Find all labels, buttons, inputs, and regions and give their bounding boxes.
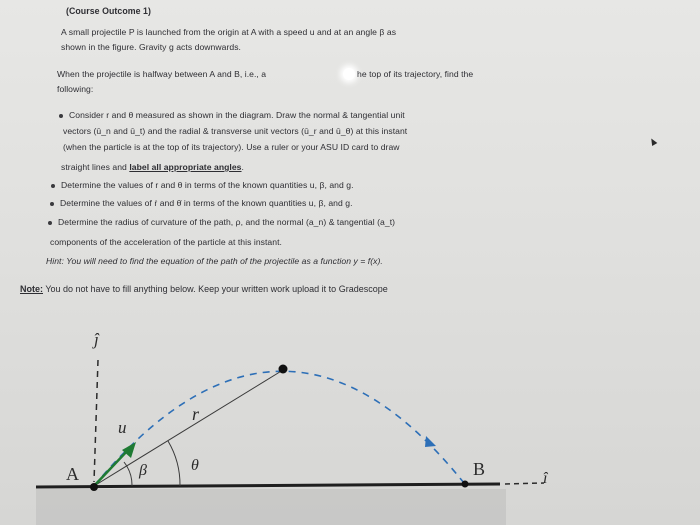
- hint-text: You will need to find the equation of the path of the projectile as a function y = f(x).: [63, 256, 383, 266]
- bullet1-line-2: vectors (ū_n and ū_t) and the radial & transverse unit vectors (ū_r and ū_θ) at this instant: [63, 126, 408, 136]
- bullet3-text: Determine the values of ṙ and θ̇ in terms of the known quantities u, β, and g.: [60, 198, 353, 208]
- apex-point-dot: [279, 365, 288, 374]
- trajectory-arrowhead: [425, 436, 436, 447]
- hint-label: Hint:: [46, 256, 64, 266]
- theta-angle-arc: [168, 441, 180, 486]
- bullet1-line-4a: straight lines and: [61, 162, 130, 172]
- j-axis-dashed: [94, 360, 98, 482]
- problem-intro-line-1: A small projectile P is launched from the origin at A with a speed u and at an angle β as: [61, 27, 397, 37]
- note-text: You do not have to fill anything below. Keep your written work upload it to Gradescope: [43, 284, 388, 294]
- bullet1-line-3: (when the particle is at the top of its trajectory). Use a ruler or your ASU ID card to draw: [63, 142, 400, 152]
- label-r: r: [192, 404, 200, 424]
- label-beta: β: [139, 462, 147, 479]
- label-u: u: [118, 418, 127, 437]
- problem-intro-line-2: shown in the figure. Gravity g acts downwards.: [61, 42, 241, 52]
- label-theta: θ: [191, 457, 199, 474]
- note-label: Note:: [20, 284, 43, 294]
- i-axis-dashed: [505, 483, 544, 484]
- point-a-dot: [90, 483, 98, 491]
- label-a: A: [66, 464, 79, 484]
- halfway-line-1b: he top of its trajectory, find the: [357, 69, 474, 79]
- halfway-line-2: following:: [57, 84, 94, 94]
- bullet1-line-4c: .: [241, 162, 244, 172]
- bullet1-line-1: Consider r and θ measured as shown in the diagram. Draw the normal & tangential unit: [69, 110, 405, 120]
- course-outcome-header: (Course Outcome 1): [66, 6, 151, 16]
- ground-shade: [36, 489, 506, 525]
- bullet4-line-2: components of the acceleration of the particle at this instant.: [50, 237, 282, 247]
- label-b: B: [473, 459, 486, 479]
- ground-line: [36, 484, 500, 487]
- label-j: ĵ: [94, 330, 99, 349]
- label-i: î: [543, 470, 548, 487]
- bullet1-emphasis: label all appropriate angles: [129, 162, 242, 172]
- trajectory-path: [94, 371, 464, 486]
- point-b-dot: [462, 481, 469, 488]
- bullet4-line-1: Determine the radius of curvature of the path, ρ, and the normal (a_n) & tangential (a_t): [58, 217, 396, 227]
- bullet2-text: Determine the values of r and θ in terms of the known quantities u, β, and g.: [61, 180, 354, 190]
- halfway-line-1a: When the projectile is halfway between A and B, i.e., a: [57, 69, 267, 79]
